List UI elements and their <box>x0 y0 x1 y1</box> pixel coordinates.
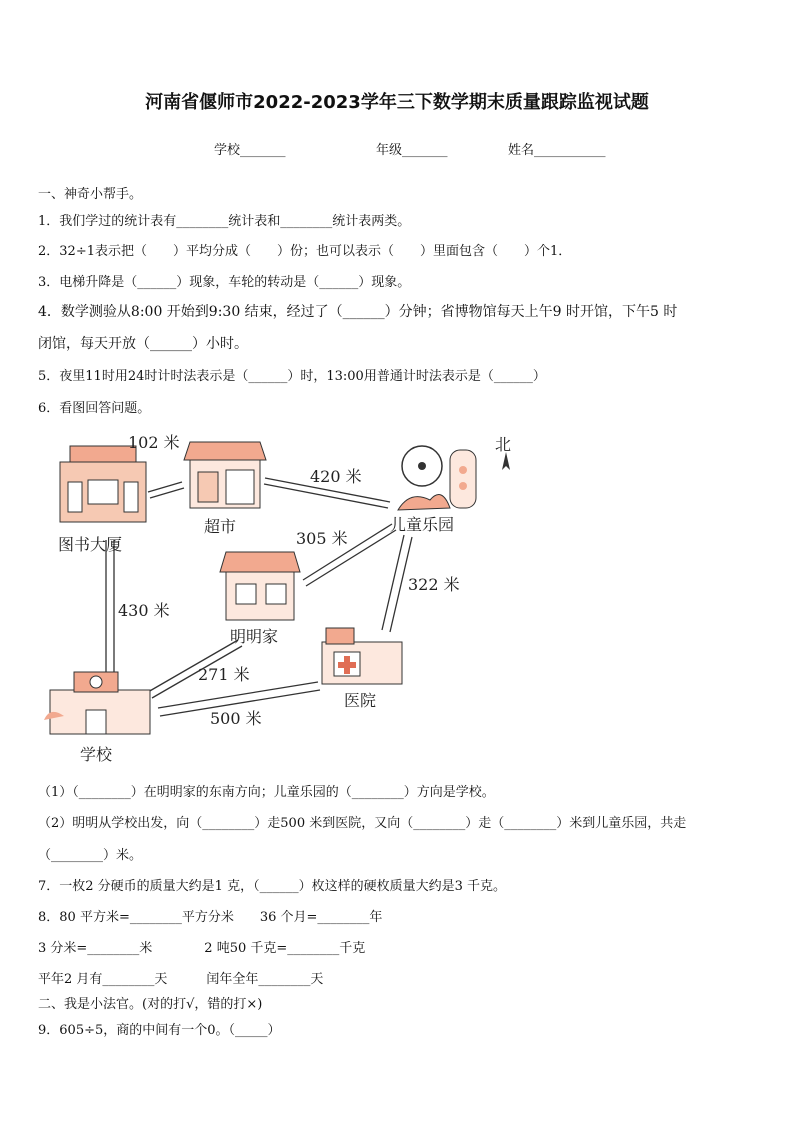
supermarket-building <box>184 442 266 508</box>
library-building <box>60 446 146 522</box>
dist-park-hospital: 322 米 <box>408 575 460 594</box>
question-3: 3．电梯升降是（______）现象，车轮的转动是（______）现象。 <box>38 275 411 290</box>
question-8-line3: 平年2 月有________天 闰年全年________天 <box>38 972 324 987</box>
question-6: 6．看图回答问题。 <box>38 401 151 416</box>
dist-home-park: 305 米 <box>296 529 348 548</box>
school-building <box>44 672 150 734</box>
name-field: 姓名___________ <box>508 143 606 158</box>
question-4-line2: 闭馆，每天开放（______）小时。 <box>38 336 248 352</box>
label-market: 超市 <box>204 517 237 536</box>
question-7: 7．一枚2 分硬币的质量大约是1 克，（______）枚这样的硬枚质量大约是3 千克。 <box>38 879 506 894</box>
question-6-2-line2: （________）米。 <box>38 848 143 863</box>
question-4-line1: 4．数学测验从8:00 开始到9:30 结束，经过了（______）分钟；省博物馆每天上午9 时开馆，下午5 时 <box>38 304 678 320</box>
dist-lib-school: 430 米 <box>118 601 170 620</box>
school-field: 学校_______ <box>214 143 286 158</box>
question-8-line2: 3 分米=________米 2 吨50 千克=________千克 <box>38 941 366 956</box>
label-school: 学校 <box>80 745 113 764</box>
question-2: 2．32÷1表示把（ ）平均分成（ ）份；也可以表示（ ）里面包含（ ）个1． <box>38 244 572 259</box>
question-8-line1: 8．80 平方米=________平方分米 36 个月=________年 <box>38 910 383 925</box>
dist-school-hospital: 500 米 <box>210 709 262 728</box>
dist-home-school: 271 米 <box>198 665 250 684</box>
hospital-building <box>322 628 402 684</box>
label-hospital: 医院 <box>344 691 377 710</box>
amusement-park <box>398 446 476 510</box>
page-title: 河南省偃师市2022-2023学年三下数学期末质量跟踪监视试题 <box>145 92 649 113</box>
home-building <box>220 552 300 620</box>
label-park: 儿童乐园 <box>390 515 455 534</box>
map-figure <box>30 420 512 770</box>
question-9: 9．605÷5，商的中间有一个0。（_____） <box>38 1023 281 1038</box>
dist-lib-market: 102 米 <box>128 433 180 452</box>
section-1-heading: 一、神奇小帮手。 <box>38 187 143 202</box>
question-6-2-line1: （2）明明从学校出发，向（________）走500 米到医院，又向（________）走（________）米到儿童乐园，共走 <box>38 816 687 831</box>
question-1: 1．我们学过的统计表有________统计表和________统计表两类。 <box>38 214 411 229</box>
label-north: 北 <box>495 435 512 454</box>
question-6-1: （1）（________）在明明家的东南方向；儿童乐园的（________）方向是学校。 <box>38 785 495 800</box>
label-home: 明明家 <box>230 627 279 646</box>
grade-field: 年级_______ <box>376 143 448 158</box>
question-5: 5．夜里11时用24时计时法表示是（______）时，13:00用普通计时法表示是（______） <box>38 369 546 384</box>
label-library: 图书大厦 <box>58 535 123 554</box>
section-2-heading: 二、我是小法官。(对的打√，错的打×) <box>38 997 263 1012</box>
dist-market-park: 420 米 <box>310 467 362 486</box>
north-arrow-icon <box>502 452 510 470</box>
